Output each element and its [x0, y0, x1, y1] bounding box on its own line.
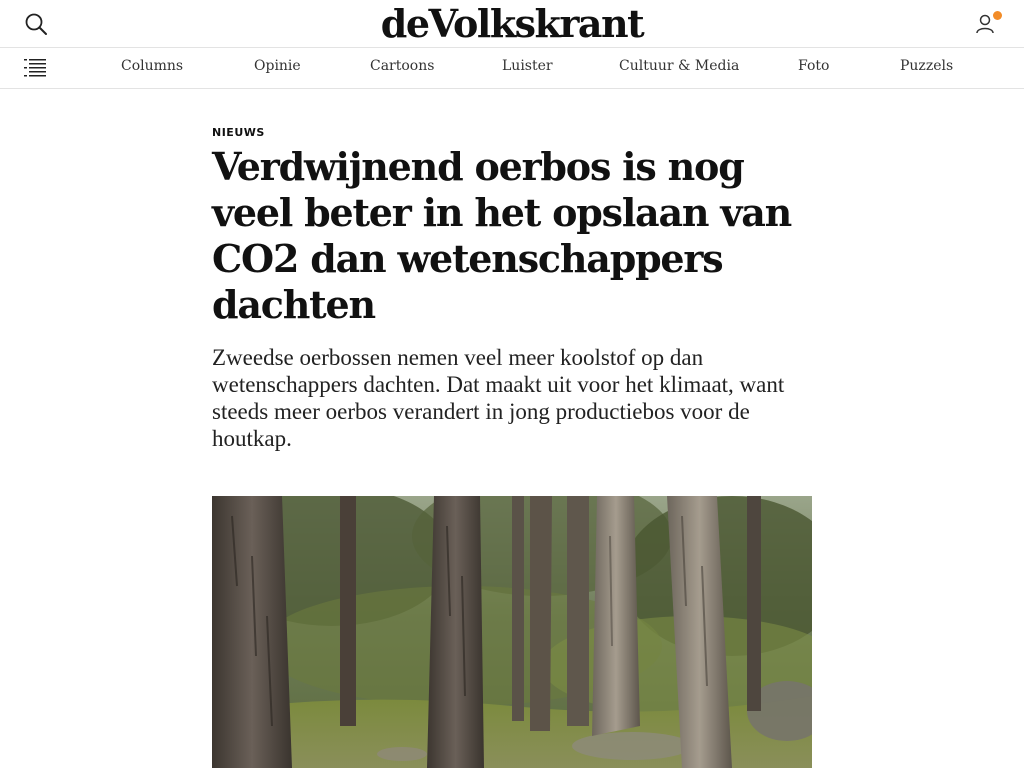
account-button[interactable] — [972, 10, 1000, 38]
article-headline: Verdwijnend oerbos is nog veel beter in het opslaan van CO2 dan wetenschappers dachten — [212, 144, 792, 327]
nav-item-cultuur-media[interactable]: Cultuur & Media — [619, 58, 740, 74]
main-navigation — [0, 48, 1024, 89]
article-photo — [212, 496, 812, 768]
site-logo[interactable]: deVolkskrant — [380, 1, 644, 46]
nav-item-opinie[interactable]: Opinie — [254, 58, 301, 74]
nav-item-luister[interactable]: Luister — [502, 58, 553, 74]
forest-photo — [212, 496, 812, 768]
nav-item-foto[interactable]: Foto — [798, 58, 830, 74]
nav-item-puzzels[interactable]: Puzzels — [900, 58, 954, 74]
hamburger-menu-icon — [24, 58, 48, 78]
section-label[interactable]: NIEUWS — [212, 126, 265, 139]
menu-button[interactable] — [24, 58, 48, 78]
site-header — [0, 0, 1024, 48]
article-lead: Zweedse oerbossen nemen veel meer koolstof op dan wetenschappers dachten. Dat maakt uit voor het klimaat, want steeds meer oerbos verandert in jong productiebos voor de houtkap. — [212, 345, 785, 451]
nav-item-cartoons[interactable]: Cartoons — [370, 58, 435, 74]
notification-dot — [993, 11, 1002, 20]
nav-item-columns[interactable]: Columns — [121, 58, 184, 74]
